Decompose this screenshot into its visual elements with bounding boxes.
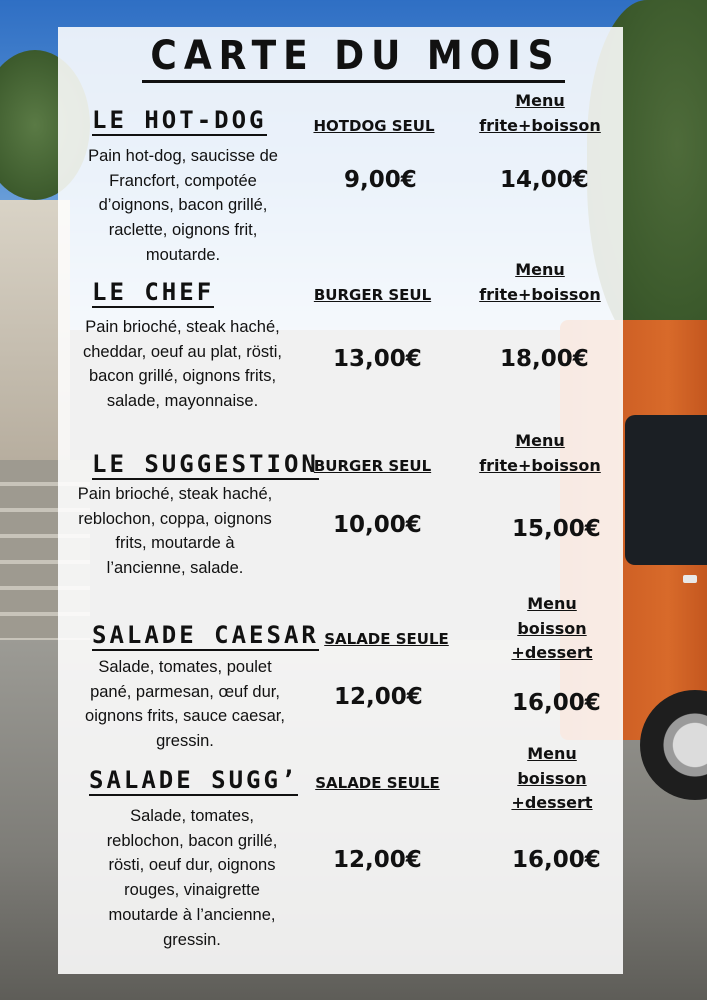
single-price-suggestion: 10,00€: [333, 512, 422, 538]
single-price-salade-caesar: 12,00€: [334, 684, 423, 710]
item-description-salade-caesar: Salade, tomates, poulet pané, parmesan, œuf dur, oignons frits, sauce caesar, gressin.: [85, 658, 285, 751]
page-title: CARTE DU MOIS: [0, 33, 707, 79]
menu-price-hotdog: 14,00€: [500, 167, 589, 193]
item-name-suggestion: LE SUGGESTION: [92, 451, 319, 480]
menu-label-salade-sugg: Menu boisson +dessert: [511, 744, 593, 812]
truck-door-handle: [683, 575, 697, 583]
item-name-hotdog: LE HOT-DOG: [92, 107, 267, 136]
single-price-hotdog: 9,00€: [344, 167, 417, 193]
menu-label-hotdog: Menu frite+boisson: [479, 91, 601, 135]
single-label-salade-caesar: SALADE SEULE: [324, 630, 449, 648]
item-name-salade-caesar: SALADE CAESAR: [92, 622, 319, 651]
menu-label-chef: Menu frite+boisson: [479, 260, 601, 304]
item-description-salade-sugg: Salade, tomates, reblochon, bacon grillé, rösti, oeuf dur, oignons rouges, vinaigrette moutarde à l’ancienne, gressin.: [106, 807, 278, 949]
menu-price-suggestion: 15,00€: [512, 516, 601, 542]
single-price-salade-sugg: 12,00€: [333, 847, 422, 873]
truck-window: [625, 415, 707, 565]
item-description-suggestion: Pain brioché, steak haché, reblochon, coppa, oignons frits, moutarde à l’ancienne, salade.: [77, 485, 273, 578]
single-label-salade-sugg: SALADE SEULE: [315, 774, 440, 792]
single-label-suggestion: BURGER SEUL: [313, 457, 432, 475]
single-price-chef: 13,00€: [333, 346, 422, 372]
item-description-hotdog: Pain hot-dog, saucisse de Francfort, compotée d’oignons, bacon grillé, raclette, oignons frit, moutarde.: [88, 147, 278, 264]
item-description-chef: Pain brioché, steak haché, cheddar, oeuf au plat, rösti, bacon grillé, oignons frits, salade, mayonnaise.: [82, 318, 283, 411]
menu-price-salade-sugg: 16,00€: [512, 847, 601, 873]
menu-label-salade-caesar: Menu boisson +dessert: [511, 594, 593, 662]
menu-label-suggestion: Menu frite+boisson: [479, 431, 601, 475]
item-name-salade-sugg: SALADE SUGG’: [89, 767, 298, 796]
menu-price-chef: 18,00€: [500, 346, 589, 372]
menu-price-salade-caesar: 16,00€: [512, 690, 601, 716]
single-label-hotdog: HOTDOG SEUL: [313, 117, 435, 135]
single-label-chef: BURGER SEUL: [313, 286, 432, 304]
item-name-chef: LE CHEF: [92, 279, 214, 308]
